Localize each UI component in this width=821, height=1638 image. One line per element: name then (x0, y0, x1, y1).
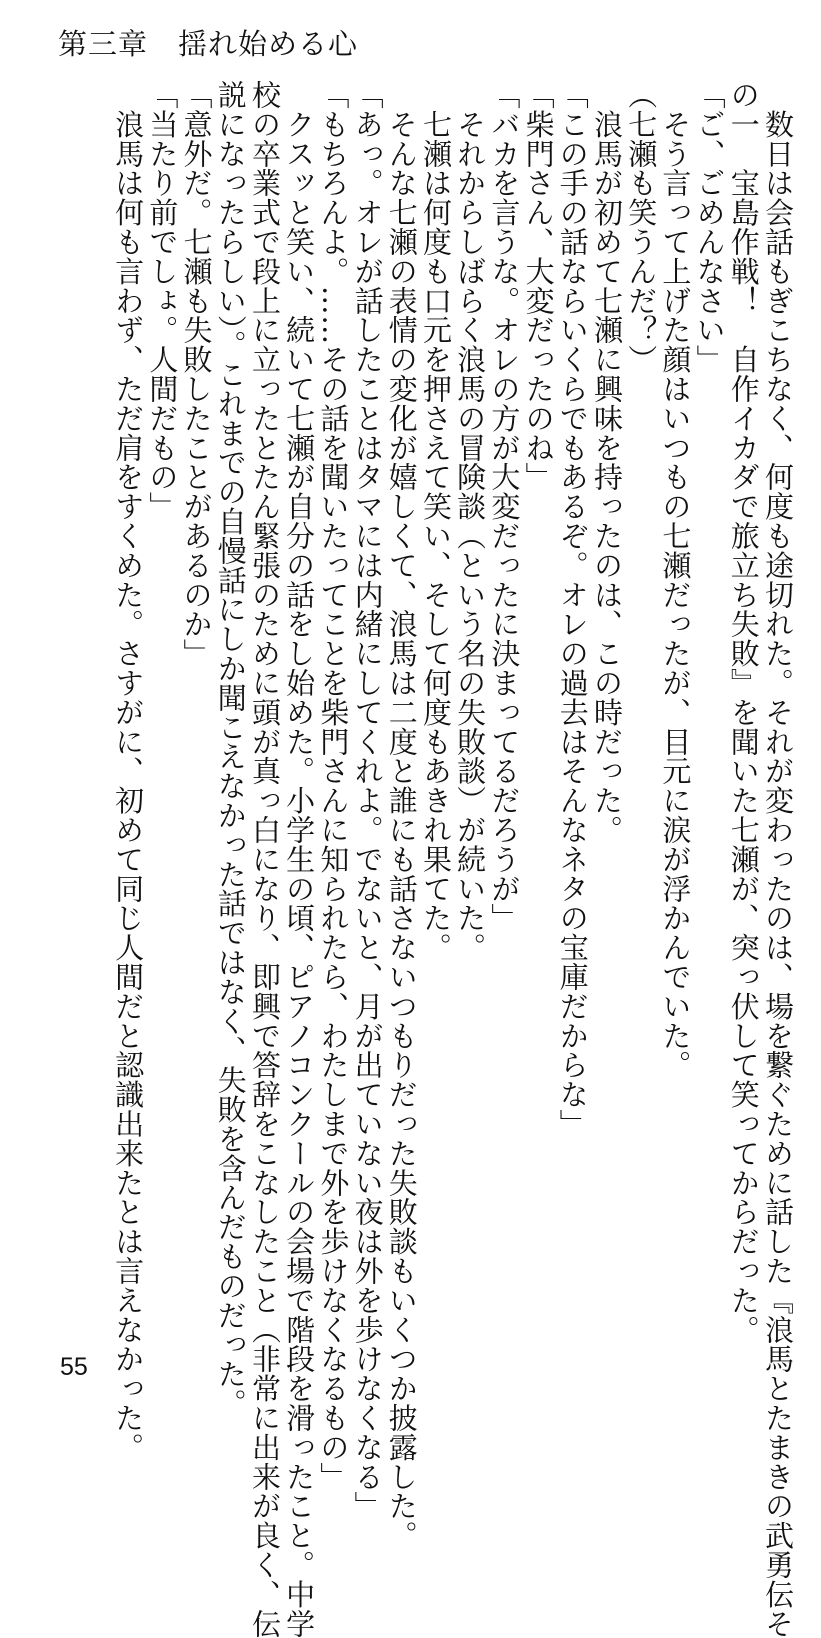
text-line: 「意外だ。七瀬も失敗したことがあるのか」 (179, 80, 214, 668)
text-line: 校の卒業式で段上に立ったとたん緊張のために頭が真っ白になり、即興で答辞をこなしたこと（非常に出来が良く、伝 (247, 80, 282, 1638)
text-line: 七瀬は何度も口元を押さえて笑い、そして何度もあきれ果てた。 (418, 80, 453, 962)
text-line: 「柴門さん、大変だったのね」 (521, 80, 556, 492)
text-line: そんな七瀬の表情の変化が嬉しくて、浪馬は二度と誰にも話さないつもりだった失敗談もいくつか披露した。 (384, 80, 419, 1550)
body-text (111, 80, 795, 1638)
chapter-title: 第三章 揺れ始める心 (58, 27, 359, 61)
text-line: 浪馬は何も言わず、ただ肩をすくめた。さすがに、初めて同じ人間だと認識出来たとは言えなかった。 (111, 80, 146, 1462)
text-line: そう言って上げた顔はいつもの七瀬だったが、目元に涙が浮かんでいた。 (658, 80, 693, 1080)
text-line: 「バカを言うな。オレの方が大変だったに決まってるだろうが」 (487, 80, 522, 933)
text-line: （七瀬も笑うんだ？） (624, 80, 659, 374)
text-line: 「もちろんよ。……その話を聞いたってことを柴門さんに知られたら、わたしまで外を歩けなくなるもの」 (316, 80, 351, 1492)
text-line: 浪馬が初めて七瀬に興味を持ったのは、この時だった。 (589, 80, 624, 845)
text-line: 「当たり前でしょ。人間だもの」 (145, 80, 180, 521)
text-line: それからしばらく浪馬の冒険談（という名の失敗談）が続いた。 (453, 80, 488, 962)
text-line: 「この手の話ならいくらでもあるぞ。オレの過去はそんなネタの宝庫だからな」 (555, 80, 590, 1139)
text-line: 「あっ。オレが話したことはタマには内緒にしてくれよ。でないと、月が出ていない夜は外を歩けなくなる」 (350, 80, 385, 1521)
text-line: 説になったらしい）。これまでの自慢話にしか聞こえなかった話ではなく、失敗を含んだものだった。 (213, 80, 248, 1418)
text-line: 「ご、ごめんなさい」 (692, 80, 727, 374)
text-line: 数日は会話もぎこちなく、何度も途切れた。それが変わったのは、場を繋ぐために話した『浪馬とたまきの武勇伝そ (761, 80, 795, 1638)
text-line: の一 宝島作戦！ 自作イカダで旅立ち失敗』を聞いた七瀬が、突っ伏して笑ってからだった。 (726, 80, 761, 1345)
text-line: クスッと笑い、続いて七瀬が自分の話をし始めた。小学生の頃、ピアノコンクールの会場で階段を滑ったこと。中学 (282, 80, 317, 1638)
page-number: 55 (60, 1353, 88, 1381)
